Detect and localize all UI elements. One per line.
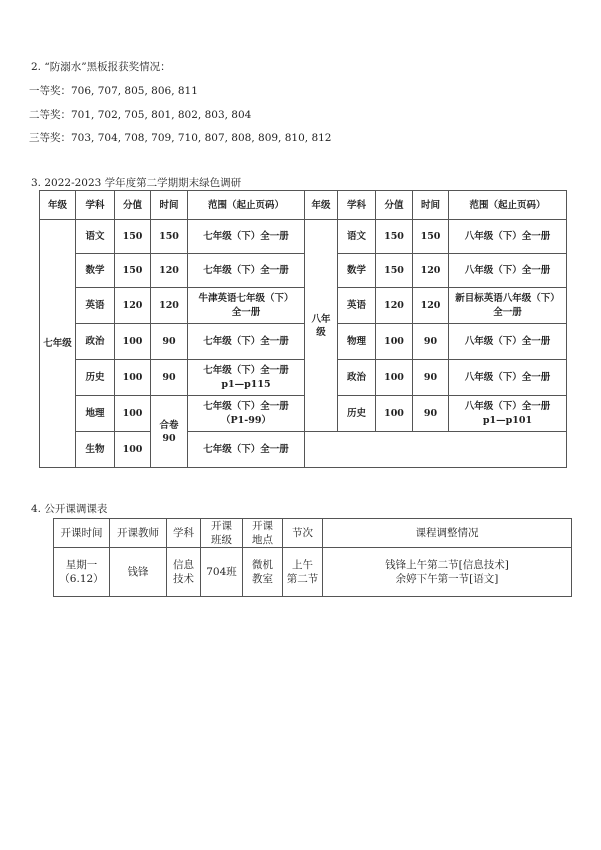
range-line: 牛津英语七年级（下）: [198, 292, 294, 304]
place-line: 教室: [252, 573, 273, 585]
course-section-heading: 4. 公开课调课表: [31, 503, 108, 515]
combined-time-cell: 合卷90: [151, 396, 188, 468]
range-cell: 七年级（下）全一册: [188, 220, 305, 254]
subject-cell: 历史: [76, 360, 115, 396]
subject-cell: 政治: [338, 360, 376, 396]
table-row: [40, 396, 567, 432]
score-cell: 120: [376, 288, 413, 324]
subject-cell: 数学: [338, 254, 376, 288]
award-first-prize: 一等奖：706, 707, 805, 806, 811: [29, 85, 198, 97]
range-line: （P1-99）: [221, 414, 271, 426]
range-line: 七年级（下）全一册: [203, 400, 289, 412]
time-cell: 120: [151, 288, 188, 324]
range-cell: [449, 396, 567, 432]
class-cell: 704班: [201, 548, 243, 597]
range-cell: [188, 360, 305, 396]
empty-cell: [305, 432, 567, 468]
header-cell: 时间: [151, 191, 188, 220]
score-cell: 100: [115, 396, 151, 432]
range-line: 新目标英语八年级（下）: [455, 292, 560, 304]
header-line: 开课: [211, 520, 232, 532]
score-cell: 100: [376, 324, 413, 360]
header-cell: 范围（起止页码）: [449, 191, 567, 220]
range-line: p1—p115: [221, 378, 271, 390]
subject-cell: 英语: [338, 288, 376, 324]
header-cell: 范围（起止页码）: [188, 191, 305, 220]
score-cell: 100: [115, 324, 151, 360]
header-cell: 时间: [413, 191, 449, 220]
subject-line: 信息: [173, 559, 194, 571]
header-cell: 学科: [338, 191, 376, 220]
period-cell: [283, 548, 323, 597]
time-line: （6.12）: [59, 573, 104, 585]
award-second-prize: 二等奖：701, 702, 705, 801, 802, 803, 804: [29, 109, 252, 121]
range-cell: 八年级（下）全一册: [449, 360, 567, 396]
range-line: 七年级（下）全一册: [203, 364, 289, 376]
table-row: [40, 288, 567, 324]
range-cell: 七年级（下）全一册: [188, 324, 305, 360]
header-cell: 学科: [76, 191, 115, 220]
score-cell: 100: [376, 360, 413, 396]
subject-cell: 地理: [76, 396, 115, 432]
time-line: 星期一: [65, 559, 98, 571]
time-cell: 90: [413, 360, 449, 396]
time-cell: [54, 548, 110, 597]
header-line: 开课: [252, 520, 273, 532]
range-cell: [188, 288, 305, 324]
time-cell: 150: [413, 220, 449, 254]
score-cell: 150: [376, 254, 413, 288]
subject-cell: 物理: [338, 324, 376, 360]
award-third-prize: 三等奖：703, 704, 708, 709, 710, 807, 808, 809, 810, 812: [29, 132, 332, 144]
header-cell: [201, 519, 243, 548]
time-cell: 120: [151, 254, 188, 288]
header-cell: 学科: [167, 519, 201, 548]
table-row: [40, 254, 567, 288]
subject-cell: 数学: [76, 254, 115, 288]
range-cell: [449, 288, 567, 324]
place-cell: [243, 548, 283, 597]
header-cell: 分值: [376, 191, 413, 220]
subject-cell: 语文: [76, 220, 115, 254]
header-line: 地点: [252, 534, 273, 546]
grade-8-label: 八年级: [305, 220, 338, 432]
award-section-heading: 2. “防溺水”黑板报获奖情况：: [31, 61, 171, 73]
score-cell: 150: [115, 254, 151, 288]
subject-cell: 语文: [338, 220, 376, 254]
time-cell: 150: [151, 220, 188, 254]
score-cell: 150: [115, 220, 151, 254]
period-line: 上午: [292, 559, 313, 571]
subject-cell: 政治: [76, 324, 115, 360]
exam-section-heading: 3. 2022-2023 学年度第二学期期末绿色调研: [31, 177, 242, 189]
exam-header-row: [40, 191, 567, 220]
range-cell: 八年级（下）全一册: [449, 254, 567, 288]
range-cell: 七年级（下）全一册: [188, 254, 305, 288]
score-cell: 120: [115, 288, 151, 324]
range-line: 八年级（下）全一册: [464, 400, 551, 412]
range-cell: 七年级（下）全一册: [188, 432, 305, 468]
subject-cell: [167, 548, 201, 597]
header-cell: 年级: [40, 191, 76, 220]
time-cell: 120: [413, 288, 449, 324]
course-header-row: [54, 519, 572, 548]
header-line: 班级: [211, 534, 232, 546]
exam-schedule-table: [39, 190, 567, 468]
header-cell: [243, 519, 283, 548]
time-cell: 90: [151, 324, 188, 360]
subject-cell: 生物: [76, 432, 115, 468]
range-cell: [188, 396, 305, 432]
header-cell: 开课教师: [110, 519, 167, 548]
header-cell: 课程调整情况: [323, 519, 572, 548]
time-cell: 90: [413, 396, 449, 432]
subject-cell: 英语: [76, 288, 115, 324]
range-cell: 八年级（下）全一册: [449, 220, 567, 254]
subject-cell: 历史: [338, 396, 376, 432]
table-row: [40, 324, 567, 360]
header-cell: 分值: [115, 191, 151, 220]
table-row: [40, 432, 567, 468]
table-row: [54, 548, 572, 597]
range-cell: 八年级（下）全一册: [449, 324, 567, 360]
score-cell: 100: [115, 360, 151, 396]
adjust-cell: [323, 548, 572, 597]
table-row: [40, 360, 567, 396]
header-cell: 开课时间: [54, 519, 110, 548]
course-adjustment-table: [53, 518, 572, 597]
range-line: 全一册: [493, 306, 522, 318]
table-row: [40, 220, 567, 254]
header-cell: 节次: [283, 519, 323, 548]
time-cell: 90: [413, 324, 449, 360]
score-cell: 150: [376, 220, 413, 254]
range-line: 全一册: [231, 306, 261, 318]
time-cell: 120: [413, 254, 449, 288]
header-cell: 年级: [305, 191, 338, 220]
time-cell: 90: [151, 360, 188, 396]
score-cell: 100: [376, 396, 413, 432]
period-line: 第二节: [286, 573, 319, 585]
grade-7-label: 七年级: [40, 220, 76, 468]
subject-line: 技术: [173, 573, 194, 585]
teacher-cell: 钱锋: [110, 548, 167, 597]
place-line: 微机: [252, 559, 273, 571]
adjust-line: 余婷下午第一节[语文]: [395, 573, 499, 585]
score-cell: 100: [115, 432, 151, 468]
range-line: p1—p101: [482, 414, 533, 426]
adjust-line: 钱锋上午第二节[信息技术]: [385, 559, 509, 571]
